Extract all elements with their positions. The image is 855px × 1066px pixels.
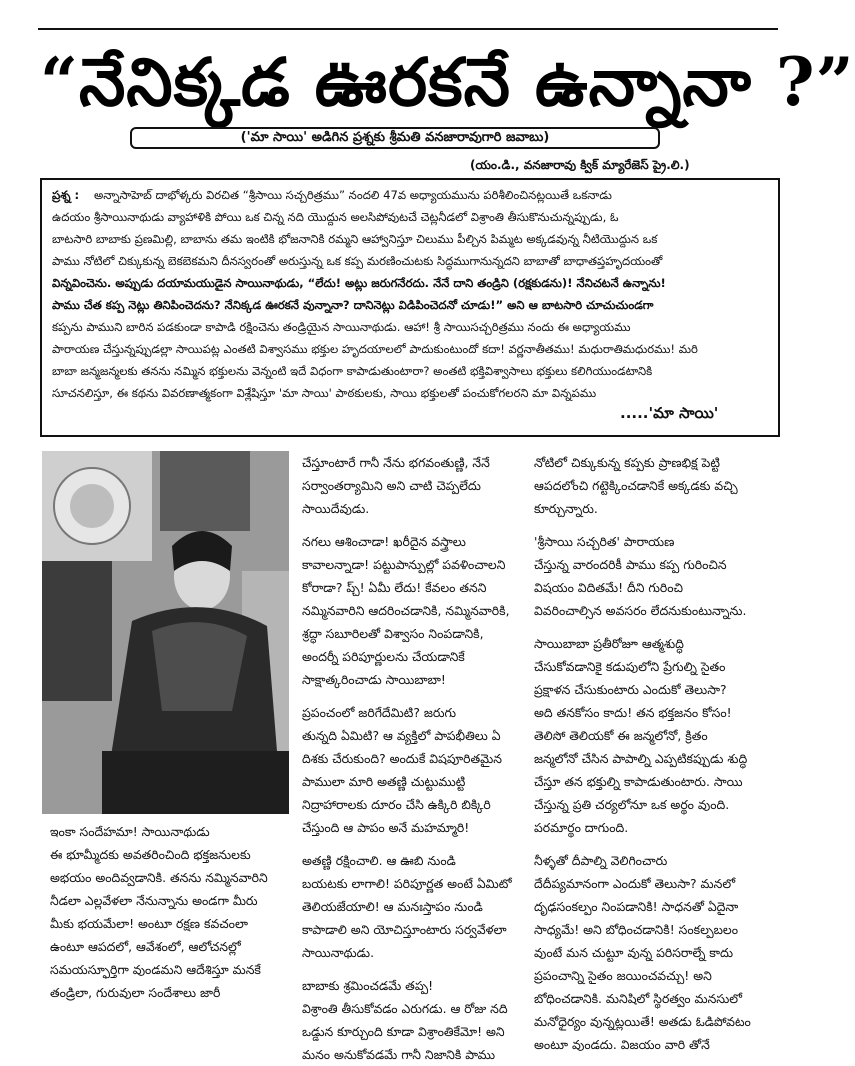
- text-line: నీడలా ఎల్లవేళలా నేనున్నాను అండగా మీరు: [50, 893, 258, 908]
- paragraph: [302, 451, 514, 520]
- portrait-photo: [42, 451, 289, 814]
- text-line: సాధ్యమే! అని బోధించడానికి! సంకల్పబలం: [534, 922, 738, 937]
- question-line: పారాయణ చేస్తున్నప్పుడల్లా సాయిపట్ల ఎంతటి విశ్వాసము భక్తుల హృదయాలలో పాదుకుంటుందో కదా! వర్ణనాతీతము! మధురాతిమధురము! మరి: [52, 342, 698, 356]
- text-line: మీకు భయమేలా! అంటూ రక్షణ కవచంలా: [50, 916, 248, 931]
- top-rule: [38, 28, 778, 30]
- question-line: కప్పను పాముని బారిన పడకుండా కాపాడి రక్షించెను తండ్రియైన సాయినాథుడు. ఆహా! శ్రీ సాయిసచ్చరిత్రము నందు ఈ అధ్యాయము: [52, 320, 631, 334]
- text-line: తెలిసో తెలియకో ఈ జన్మలోనో, క్రితం: [534, 728, 708, 743]
- text-line: నోటిలో చిక్కుకున్న కప్పకు ప్రాణభిక్ష పెట్టి: [534, 455, 720, 470]
- text-line: చేస్తున్న వారందరికీ పాము కప్ప గురించిన: [534, 557, 727, 572]
- text-line: సాక్షాత్కరించాడు సాయిబాబా!: [302, 672, 446, 687]
- question-line: పాము నోటిలో చిక్కుకున్న బెకబెకమని దీనస్వరంతో అరుస్తున్న ఒక కప్ప మరణించుటకు సిద్ధముగానున్నదని బాబాతో బాధాతప్తహృదయంతో: [52, 254, 663, 268]
- text-line: విషయం విదితమే! దీని గురించి: [534, 580, 684, 595]
- paragraph: [534, 530, 774, 622]
- text-line: పాములా మారి అతణ్ణి చుట్టుముట్టి: [302, 774, 466, 789]
- text-line: పరమార్థం దాగుంది.: [534, 820, 629, 835]
- question-line: పాము చేత కప్ప నెట్లు తినిపించెదను? నేనిక్కడ ఊరకనే వున్నానా? దానినెట్లు విడిపించెదనో చూడు!” అని ఆ బాటసారి చూచుచుండగా: [52, 298, 654, 312]
- text-line: ఇంకా సందేహమా! సాయినాథుడు: [50, 824, 210, 839]
- question-box: [40, 178, 780, 437]
- paragraph: [302, 530, 514, 691]
- text-line: ఉంటూ ఆపదలో, ఆవేశంలో, ఆలోచనల్లో: [50, 939, 241, 954]
- text-line: బయటకు లాగాలి! పరిపూర్ణత అంటే ఏమిటో: [302, 876, 512, 891]
- question-line: బాటసారి బాబాకు ప్రణమిల్లి, బాబాను తమ ఇంటికి భోజనానికి రమ్మని ఆహ్వానిస్తూ చిలుము పీల్చిన పిమ్మట అక్కడవున్న నీటియొద్దున ఒక: [52, 232, 658, 246]
- text-line: చేస్తూంటారే గానీ నేను భగవంతుణ్ణి, నేనే: [302, 455, 490, 470]
- question-line: [52, 184, 768, 206]
- text-line: దృఢసంకల్పం నింపడానికి! సాధనతో ఏదైనా: [534, 899, 739, 914]
- paragraph: [534, 849, 774, 1056]
- text-line: నమ్మినవారిని ఆదరించడానికి, నమ్మినవారికి,: [302, 603, 510, 618]
- portrait-illustration: [42, 451, 289, 814]
- text-line: నిద్రాహారాలకు దూరం చేసి ఉక్కిరి బిక్కిరి: [302, 797, 491, 812]
- text-line: ప్రపంచంలో జరిగేదేమిటి? జరుగు: [302, 705, 457, 720]
- question-line: సూచనలిస్తూ, ఈ కథను వివరణాత్మకంగా విశ్లేషిస్తూ 'మా సాయి' పాఠకులకు, సాయి భక్తులతో పంచుకోగలరని మా విన్నపము: [52, 386, 597, 400]
- text-line: సాయిదేవుడు.: [302, 501, 370, 516]
- text-line: దేదీప్యమానంగా ఎందుకో తెలుసా? మనలో: [534, 876, 736, 891]
- text-line: బోధించడానికి. మనిషిలో స్థిరత్వం మనసులో: [534, 991, 743, 1006]
- author-designation: (యం.డి., వనజారావు క్విక్ మ్యారేజెస్ ప్రై.లి.): [470, 158, 690, 172]
- text-line: జన్మలోనో చేసిన పాపాల్ని ఎప్పటికప్పుడు శుద్ధి: [534, 751, 748, 766]
- text-line: నీళ్ళతో దీపాల్ని వెలిగించారు: [534, 853, 668, 868]
- text-line: అందర్నీ పరిపూర్ణులను చేయడానికే: [302, 649, 465, 664]
- text-line: కూర్చున్నారు.: [534, 501, 598, 516]
- text-line: కావాలన్నాడా! పట్టుపాన్పుల్లో పవళించాలని: [302, 557, 506, 572]
- text-line: మనోధైర్యం వున్నట్లయితే! అతడు ఓడిపోవటం: [534, 1014, 751, 1029]
- question-line: ఉదయం శ్రీసాయినాథుడు వ్యాహాళికి పోయి ఒక చిన్న నది యొద్దున అలసిపోవుటచే చెట్లనీడలో విశ్రాంతి తీసుకొనుచున్నప్పుడు, ఓ: [52, 210, 619, 224]
- text-line: తున్నది ఏమిటి? ఆ వ్యక్తిలో పాపభీతిలు ఏ: [302, 728, 501, 743]
- text-line: అభయం అందివ్వడానికి. తనను నమ్మినవారిని: [50, 870, 268, 885]
- text-line: నగలు ఆశించాడా! ఖరీదైన వస్త్రాలు: [302, 534, 466, 549]
- question-label: ప్రశ్న :: [52, 188, 80, 202]
- text-line: చేస్తుంది ఆ పాపం అనే మహమ్మారి!: [302, 820, 470, 835]
- text-line: 'శ్రీసాయి సచ్చరిత' పారాయణ: [534, 534, 675, 549]
- text-line: ఈ భూమ్మీదకు అవతరించింది భక్తజనులకు: [50, 847, 251, 862]
- text-line: వుంటే మన చుట్టూ వున్న పరిసరాల్నే కాదు: [534, 945, 734, 960]
- text-line: సర్వాంతర్యామిని అని చాటి చెప్పలేదు: [302, 478, 481, 493]
- text-line: చేస్తూ తన భక్తుల్ని కాపాడుతుంటారు. సాయి: [534, 774, 743, 789]
- text-line: ప్రక్షాళన చేసుకుంటారు ఎందుకో తెలుసా?: [534, 682, 727, 697]
- text-line: చేస్తున్న ప్రతి చర్యలోనూ ఒక అర్థం వుంది.: [534, 797, 730, 812]
- text-line: కోరాడా? ప్చ్! ఏమీ లేదు! కేవలం తనని: [302, 580, 487, 595]
- text-line: చేసుకోవడానికై కడుపులోని ప్రేగుల్ని సైతం: [534, 659, 726, 674]
- text-line: విశ్రాంతి తీసుకోవడం ఎరుగడు. ఆ రోజు నది: [302, 1001, 508, 1016]
- paragraph: [534, 632, 774, 839]
- paragraph: [302, 974, 514, 1066]
- author-credit-box: ('మా సాయి' అడిగిన ప్రశ్నకు శ్రీమతి వనజారావుగారి జవాబు): [130, 127, 660, 149]
- text-line: ఒడ్డున కూర్చుంది కూడా విశ్రాంతికేమో! అని: [302, 1024, 505, 1039]
- text-line: ఆపదలోంచి గట్టెక్కించడానికే అక్కడకు వచ్చి: [534, 478, 738, 493]
- text-line: తండ్రిలా, గురువులా సందేశాలు జారీ: [50, 985, 221, 1000]
- text-line: తెలియజేయాలి! ఆ మనఃస్తాపం నుండి: [302, 899, 483, 914]
- text-line: వివరించాల్సిన అవసరం లేదనుకుంటున్నాను.: [534, 603, 747, 618]
- text-line: అంటూ వుండదు. విజయం వారి తోనే: [534, 1037, 710, 1052]
- text-line: సాయిబాబా ప్రతీరోజూ ఆత్మశుద్ధి: [534, 636, 684, 651]
- column-1-text: [50, 820, 290, 1000]
- text-line: అది తనకోసం కాదు! తన భక్తజనం కోసం!: [534, 705, 732, 720]
- headline: “నేనిక్కడ ఊరకనే ఉన్నానా ?”: [40, 43, 855, 121]
- paragraph: [534, 451, 774, 520]
- text-line: కాపాడాలి అని యోచిస్తూంటారు సర్వవేళలా: [302, 922, 507, 937]
- column-2-text: [302, 451, 514, 1062]
- text-line: మనం అనుకోవడమే గానీ నిజానికి పాము: [302, 1047, 496, 1062]
- question-line: బాబా జన్మజన్మలకు తనను నమ్మిన భక్తులను వెన్నంటి ఇదే విధంగా కాపాడుతుంటారా? అంతటి భక్తివిశ్వాసాలు భక్తులు కలిగియుండటానికి: [52, 364, 653, 378]
- text-line: సమయస్ఫూర్తిగా వుండమని ఆదేశిస్తూ మనకే: [50, 962, 261, 977]
- paragraph: [302, 849, 514, 964]
- signoff: .....'మా సాయి': [620, 404, 719, 422]
- text-line: దిశకు చేరుకుంది? అందుకే విషపూరితమైన: [302, 751, 502, 766]
- text-line: శ్రద్ధా సబూరిలతో విశ్వాసం నింపడానికి,: [302, 626, 484, 641]
- text-line: బాబాకు శ్రమించడమే తప్ప!: [302, 978, 434, 993]
- text-line: ప్రపంచాన్ని సైతం జయించవచ్చు! అని: [534, 968, 712, 983]
- question-line: విన్నవించెను. అప్పుడు దయామయుడైన సాయినాథుడు, “లేదు! అట్లు జరుగనేరదు. నేనే దాని తండ్రిని (రక్షకుడను)! నేనిచటనే ఉన్నాను!: [52, 276, 666, 290]
- paragraph: [302, 701, 514, 839]
- text-line: అతణ్ణి రక్షించాలి. ఆ ఊబి నుండి: [302, 853, 456, 868]
- text-line: సాయినాథుడు.: [302, 945, 375, 960]
- question-text: అన్నాసాహెబ్ దాభోళ్కరు విరచిత “శ్రీసాయి సచ్చరిత్రము” నందలి 47వ అధ్యాయమును పరిశీలించినట్లయితే ఒకనాడు: [93, 188, 612, 202]
- column-3-text: [534, 451, 774, 1052]
